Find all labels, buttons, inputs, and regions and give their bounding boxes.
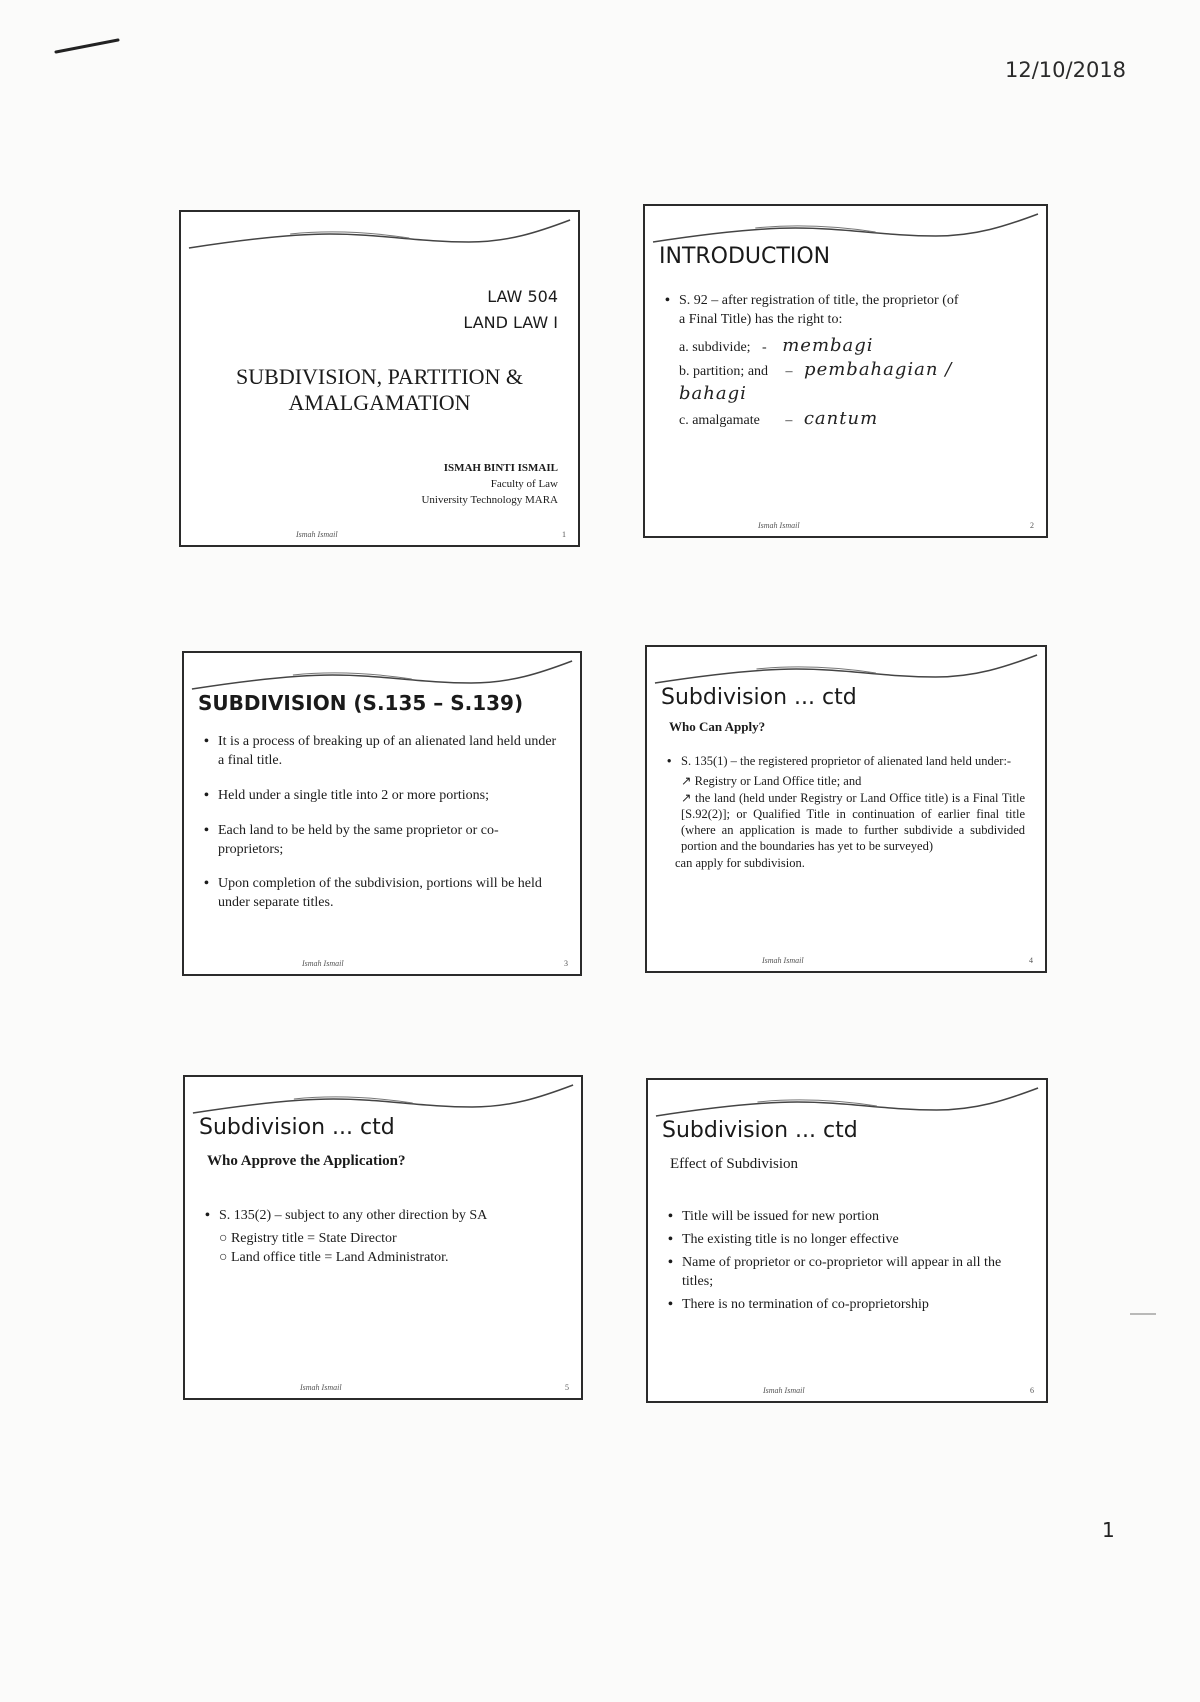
slide-3: [182, 651, 582, 976]
author-name: ISMAH BINTI ISMAIL: [443, 462, 558, 474]
slide-main-title: AMALGAMATION: [288, 390, 471, 415]
list-item: a. subdivide; - membagi: [679, 334, 874, 356]
course-code: LAW 504: [487, 287, 558, 306]
intro-text: S. 92 – after registration of title, the proprietor (of: [679, 293, 959, 308]
pen-mark: [1128, 1310, 1158, 1318]
slide-title: Subdivision ... ctd: [662, 1118, 858, 1143]
slide-number: 4: [1029, 956, 1033, 965]
intro-text: a Final Title) has the right to:: [679, 311, 843, 327]
slide-footer: Ismah Ismail: [300, 1383, 342, 1392]
sub-point: ↗ the land (held under Registry or Land Office title) is a Final Title [S.92(2)]; or Qualified Title in continuation of earlier final title (where an application is made to further subdivide a subdivided portion and the boundaries has yet to be surveyed): [681, 790, 1025, 854]
bullet-point: • The existing title is no longer effective: [668, 1231, 1026, 1250]
slide-main-title: SUBDIVISION, PARTITION &: [236, 364, 523, 389]
swoosh-decoration: [181, 212, 578, 262]
bullet-point: • It is a process of breaking up of an alienated land held under a final title.: [204, 733, 560, 771]
bullet-point: • Held under a single title into 2 or more portions;: [204, 787, 560, 806]
slide-title: Subdivision ... ctd: [199, 1115, 395, 1140]
slide-2: [643, 204, 1048, 538]
handwritten-note: cantum: [803, 407, 879, 429]
page-number: 1: [1102, 1518, 1115, 1542]
handwritten-note: pembahagian / bahagi: [679, 359, 953, 405]
sub-point: ○ Registry title = State Director: [219, 1230, 397, 1246]
sub-point: ↗ Registry or Land Office title; and: [681, 774, 862, 789]
slide-number: 1: [562, 530, 566, 539]
slide-number: 6: [1030, 1386, 1034, 1395]
course-name: LAND LAW I: [463, 313, 558, 332]
bullet-point: • Each land to be held by the same proprietor or co-proprietors;: [204, 822, 560, 860]
page-date: 12/10/2018: [1005, 58, 1127, 82]
slide-footer: Ismah Ismail: [296, 530, 338, 539]
faculty-name: Faculty of Law: [490, 478, 558, 490]
bullet-point: • S. 135(2) – subject to any other direction by SA: [205, 1207, 561, 1226]
pen-mark: [52, 36, 122, 60]
slide-number: 5: [565, 1383, 569, 1392]
bullet-point: • Name of proprietor or co-proprietor will appear in all the titles;: [668, 1254, 1026, 1292]
slide-footer: Ismah Ismail: [758, 521, 800, 530]
handwritten-note: membagi: [782, 334, 874, 356]
slide-footer: Ismah Ismail: [763, 1386, 805, 1395]
slide-subheading: Who Approve the Application?: [207, 1153, 406, 1169]
list-item: c. amalgamate – cantum: [679, 407, 879, 429]
sub-point: ○ Land office title = Land Administrator.: [219, 1249, 449, 1265]
slide-1: [179, 210, 580, 547]
slide-footer: Ismah Ismail: [762, 956, 804, 965]
slide-6: [646, 1078, 1048, 1403]
slide-footer: Ismah Ismail: [302, 959, 344, 968]
bullet-point: • S. 135(1) – the registered proprietor of alienated land held under:-: [667, 753, 1025, 769]
slide-title: SUBDIVISION (S.135 – S.139): [198, 691, 524, 715]
slide-number: 3: [564, 959, 568, 968]
bullet-point: • Title will be issued for new portion: [668, 1208, 1026, 1227]
closing-text: can apply for subdivision.: [675, 855, 805, 870]
slide-subheading: Who Can Apply?: [669, 719, 766, 734]
slide-title: INTRODUCTION: [659, 244, 831, 269]
slide-title: Subdivision ... ctd: [661, 685, 857, 710]
slide-number: 2: [1030, 521, 1034, 530]
bullet-point: • Upon completion of the subdivision, portions will be held under separate titles.: [204, 875, 560, 913]
slide-subheading: Effect of Subdivision: [670, 1156, 799, 1172]
university-name: University Technology MARA: [421, 494, 558, 506]
list-item: b. partition; and – pembahagian / bahagi: [679, 359, 953, 405]
bullet-point: • There is no termination of co-proprietorship: [668, 1296, 1026, 1315]
slide-4: [645, 645, 1047, 973]
slide-5: [183, 1075, 583, 1400]
